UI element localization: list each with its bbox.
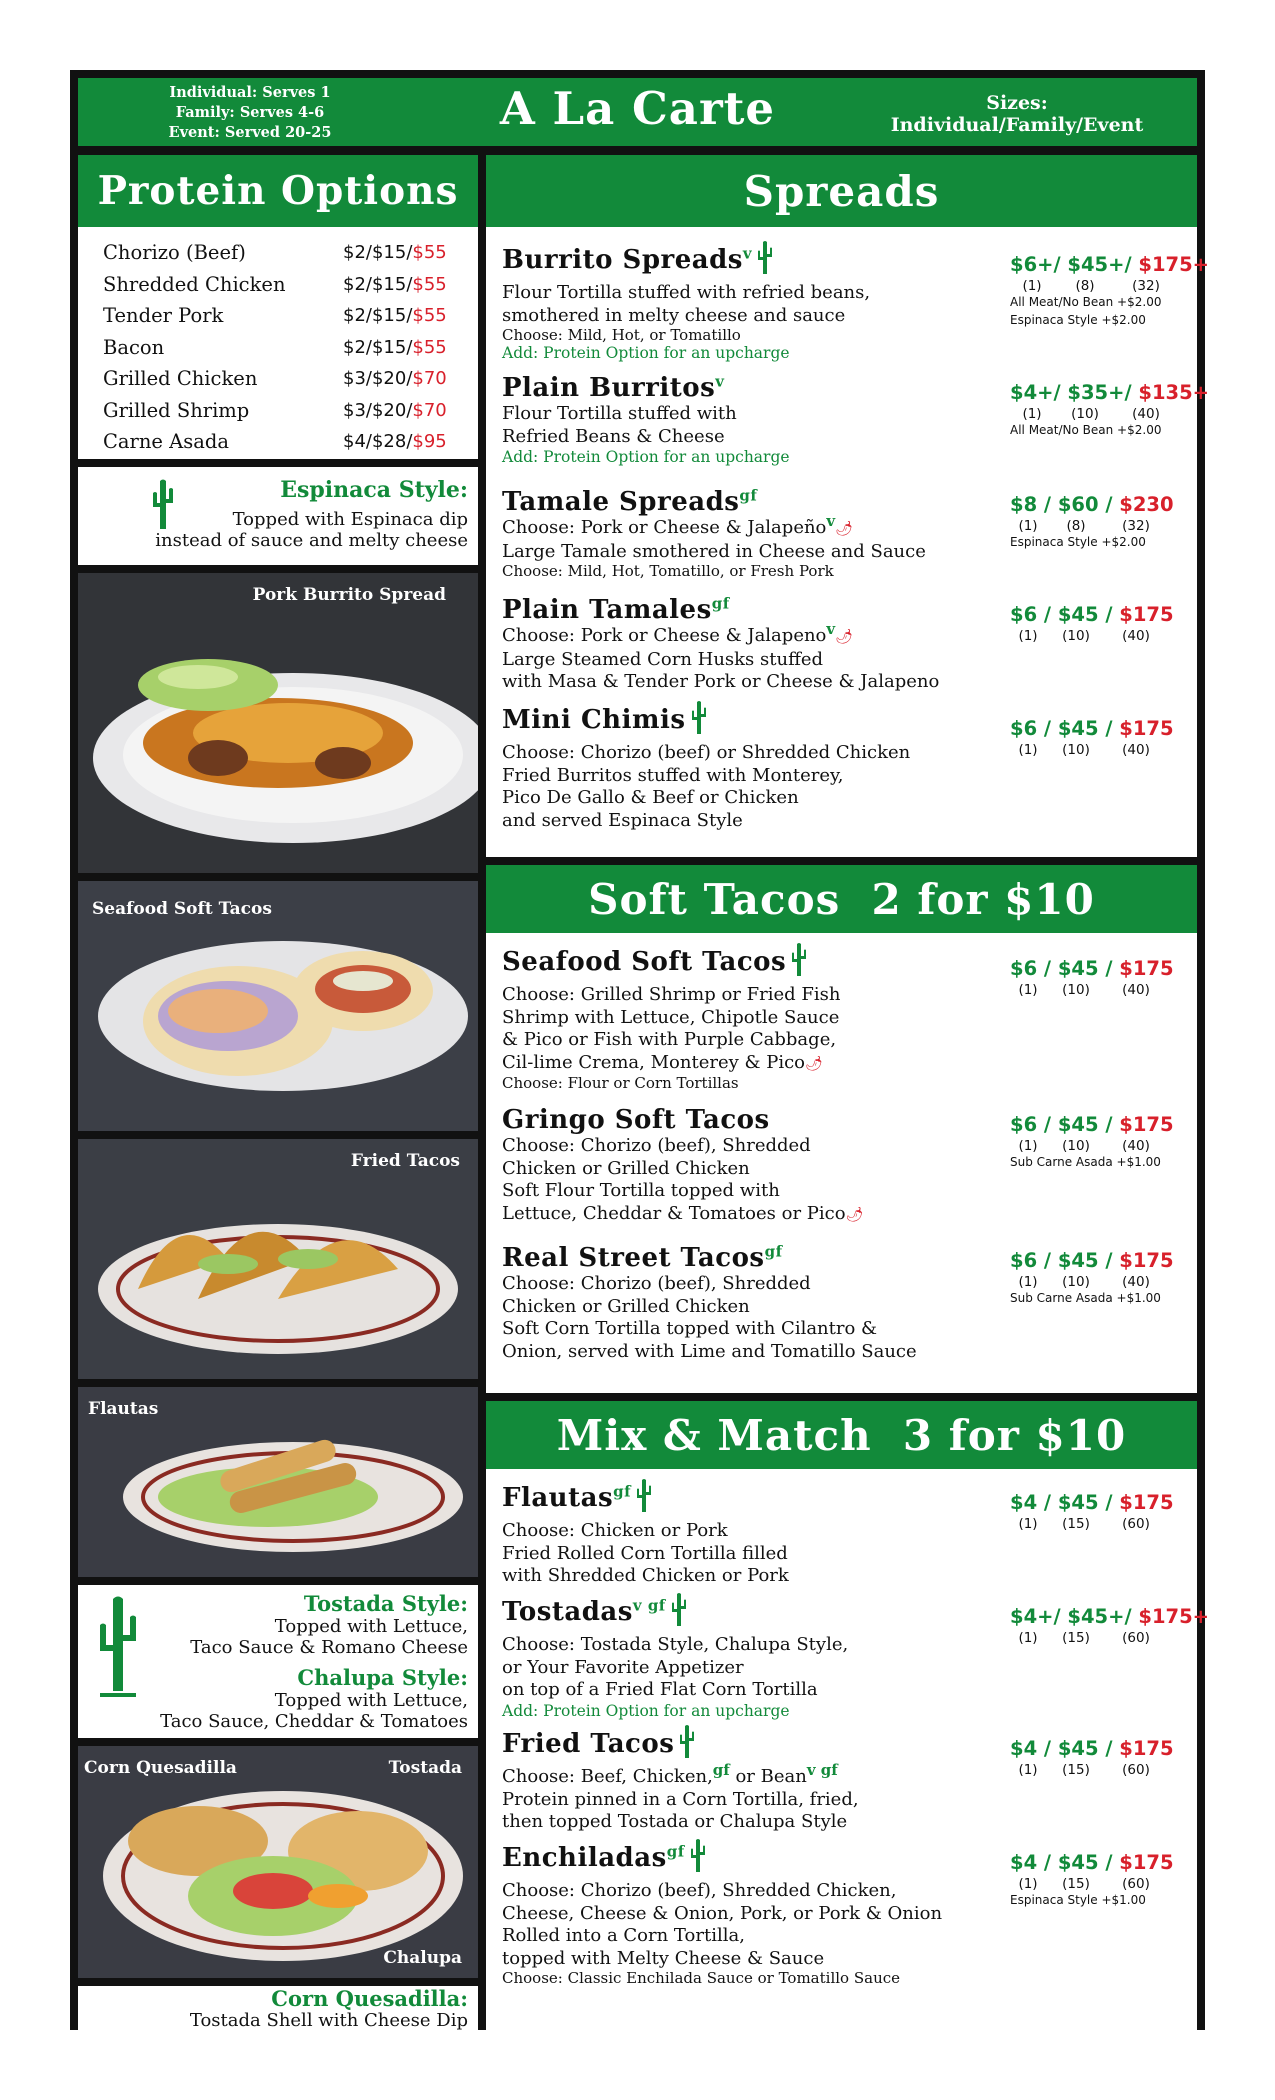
flautas-photo	[78, 1387, 478, 1577]
corn-quesadilla-note	[78, 1986, 478, 2038]
item-description: with Masa & Tender Pork or Cheese & Jalapeno	[502, 671, 940, 692]
price-event: $175	[1119, 1113, 1174, 1136]
espinaca-line: instead of sauce and melty cheese	[155, 530, 468, 551]
sizes-values: Individual/Family/Event	[890, 114, 1144, 136]
chalupa-line: Topped with Lettuce,	[274, 1690, 468, 1711]
item-prices: $4 / $45 / $175 (1) (15) (60) Espinaca Style +$1.00	[1010, 1851, 1190, 1907]
item-prices: $4 / $45 / $175 (1) (15) (60)	[1010, 1491, 1174, 1532]
protein-name: Grilled Chicken	[103, 367, 258, 391]
espinaca-line: Topped with Espinaca dip	[232, 509, 468, 530]
gluten-free-mark: gf	[613, 1482, 632, 1501]
item-options: Choose: Classic Enchilada Sauce or Tomatillo Sauce	[502, 1969, 901, 1987]
price-event: $175	[1119, 1249, 1174, 1272]
pork-burrito-spread-photo	[78, 573, 478, 873]
vegetarian-gluten-free-mark: v gf	[632, 1596, 666, 1615]
protein-row	[103, 300, 478, 332]
protein-row	[103, 237, 478, 269]
seafood-soft-tacos-photo	[78, 881, 478, 1131]
corn-quesadilla-heading: Corn Quesadilla:	[271, 1986, 468, 2011]
item-name: Gringo Soft Tacos	[502, 1105, 770, 1135]
item-prices: $6 / $45 / $175 (1) (10) (40) Sub Carne Asada +$1.00	[1010, 1249, 1190, 1305]
price-family: $45	[1057, 1113, 1099, 1136]
item-description: Flour Tortilla stuffed with	[502, 403, 737, 424]
item-name: Tamale Spreads	[502, 487, 740, 517]
item-description: Choose: Tostada Style, Chalupa Style,	[502, 1634, 849, 1655]
item-description: Choose: Chorizo (beef), Shredded	[502, 1273, 811, 1294]
size-family: (10)	[1062, 628, 1090, 644]
size-family: (10)	[1062, 982, 1090, 998]
protein-event-price: $55	[412, 305, 447, 327]
size-event: (40)	[1122, 628, 1150, 644]
price-individual: $4+	[1010, 1605, 1054, 1628]
size-individual: (1)	[1018, 628, 1038, 644]
tostada-line: Topped with Lettuce,	[274, 1616, 468, 1637]
price-note: Espinaca Style +$2.00	[1010, 313, 1146, 327]
photo-label: Tostada	[388, 1758, 462, 1778]
item-description: Large Steamed Corn Husks stuffed	[502, 648, 824, 670]
mix-and-match-section	[486, 1469, 1209, 2038]
price-event: $135+	[1138, 381, 1209, 404]
tostada-chalupa-style-note	[78, 1585, 478, 1738]
protein-event-price: $55	[412, 336, 447, 358]
legend-line: Individual: Serves 1	[169, 84, 331, 101]
price-family: $35+	[1067, 381, 1125, 404]
item-prices: $4+/ $45+/ $175+ (1) (15) (60)	[1010, 1605, 1209, 1646]
corn-quesadilla-description: Tostada Shell with Cheese Dip	[189, 2010, 468, 2031]
price-note: All Meat/No Bean +$2.00	[1010, 295, 1162, 309]
price-individual: $6	[1010, 603, 1038, 626]
price-individual: $6+	[1010, 253, 1054, 276]
size-event: (60)	[1122, 1876, 1150, 1892]
protein-event-price: $55	[412, 273, 447, 295]
size-individual: (1)	[1018, 1762, 1038, 1778]
menu-header	[78, 78, 1197, 146]
price-family: $45	[1057, 717, 1099, 740]
vegetarian-mark: v	[826, 512, 836, 530]
price-family: $45	[1057, 603, 1099, 626]
cactus-icon	[792, 943, 806, 984]
item-description: and served Espinaca Style	[502, 809, 743, 831]
soft-tacos-title: Soft Tacos 2 for $10	[486, 865, 1197, 933]
vegetarian-mark: v	[715, 372, 725, 391]
chalupa-style-heading: Chalupa Style:	[297, 1665, 468, 1690]
size-individual: (1)	[1018, 982, 1038, 998]
size-event: (60)	[1122, 1516, 1150, 1532]
item-description: Chicken or Grilled Chicken	[502, 1295, 750, 1317]
photo-label: Fried Tacos	[350, 1151, 460, 1171]
size-family: (10)	[1071, 406, 1099, 422]
item-description: Cil-lime Crema, Monterey & Pico	[502, 1051, 806, 1073]
item-description: then topped Tostada or Chalupa Style	[502, 1811, 848, 1832]
protein-event-price: $95	[412, 431, 447, 453]
price-family: $60	[1057, 493, 1099, 516]
item-description: Protein pinned in a Corn Tortilla, fried,	[502, 1788, 859, 1810]
item-description: on top of a Fried Flat Corn Tortilla	[502, 1679, 818, 1700]
spreads-section	[486, 227, 1209, 857]
price-event: $175	[1119, 957, 1174, 980]
size-event: (32)	[1122, 518, 1150, 534]
item-name: Plain Tamales	[502, 595, 712, 625]
size-family: (15)	[1062, 1630, 1090, 1646]
item-options: Choose: Mild, Hot, or Tomatillo	[502, 326, 741, 344]
item-description: Refried Beans & Cheese	[502, 425, 725, 447]
size-event: (40)	[1122, 1138, 1150, 1154]
size-individual: (1)	[1018, 1630, 1038, 1646]
price-individual: $6	[1010, 957, 1038, 980]
cactus-icon	[672, 1593, 686, 1634]
size-event: (40)	[1132, 406, 1160, 422]
size-family: (8)	[1066, 518, 1086, 534]
item-addon: Add: Protein Option for an upcharge	[502, 448, 790, 466]
tostada-style-heading: Tostada Style:	[303, 1591, 468, 1616]
chili-icon: 🌶	[845, 1206, 864, 1223]
photo-label: Corn Quesadilla	[84, 1758, 237, 1778]
price-family: $45	[1057, 957, 1099, 980]
size-event: (40)	[1122, 982, 1150, 998]
protein-name: Bacon	[103, 335, 165, 359]
item-prices: $6 / $45 / $175 (1) (10) (40)	[1010, 957, 1174, 998]
price-event: $175+	[1138, 1605, 1209, 1628]
price-event: $175	[1119, 603, 1174, 626]
vegetarian-mark: v	[826, 620, 836, 638]
item-addon: Add: Protein Option for an upcharge	[502, 344, 790, 362]
protein-row	[103, 395, 478, 427]
item-description: Flour Tortilla stuffed with refried beans,	[502, 282, 871, 303]
price-individual: $4	[1010, 1491, 1038, 1514]
size-individual: (1)	[1018, 1876, 1038, 1892]
price-individual: $4+	[1010, 381, 1054, 404]
sizes-legend	[857, 92, 1177, 136]
size-family: (8)	[1075, 278, 1095, 294]
protein-price: $2/$15/	[343, 305, 413, 327]
item-description: Onion, served with Lime and Tomatillo Sauce	[502, 1340, 917, 1362]
price-note: Espinaca Style +$2.00	[1010, 535, 1146, 549]
protein-name: Grilled Shrimp	[103, 398, 250, 422]
protein-price: $3/$20/	[343, 399, 413, 421]
price-individual: $4	[1010, 1851, 1038, 1874]
price-family: $45	[1057, 1249, 1099, 1272]
item-prices: $4+/ $35+/ $135+ (1) (10) (40) All Meat/No Bean +$2.00	[1010, 381, 1209, 437]
protein-options-title: Protein Options	[78, 155, 478, 227]
size-individual: (1)	[1018, 518, 1038, 534]
protein-price: $2/$15/	[343, 336, 413, 358]
vegetarian-mark: v	[742, 244, 753, 263]
price-individual: $4	[1010, 1737, 1038, 1760]
size-family: (10)	[1062, 742, 1090, 758]
item-description: Choose: Chorizo (beef), Shredded Chicken,	[502, 1880, 897, 1901]
item-description: Choose: Chorizo (beef), Shredded	[502, 1135, 811, 1156]
espinaca-heading: Espinaca Style:	[280, 477, 468, 503]
protein-price: $4/$28/	[343, 431, 413, 453]
item-description: smothered in melty cheese and sauce	[502, 304, 846, 326]
size-family: (15)	[1062, 1762, 1090, 1778]
size-family: (15)	[1062, 1876, 1090, 1892]
protein-price: $2/$15/	[343, 242, 413, 264]
protein-event-price: $70	[412, 368, 447, 390]
item-description: Chicken or Grilled Chicken	[502, 1157, 750, 1179]
item-description: with Shredded Chicken or Pork	[502, 1565, 789, 1586]
photo-label: Chalupa	[383, 1948, 462, 1968]
item-prices: $6 / $45 / $175 (1) (10) (40)	[1010, 603, 1174, 644]
item-name: Real Street Tacos	[502, 1243, 765, 1273]
espinaca-style-note	[78, 467, 478, 565]
price-note: All Meat/No Bean +$2.00	[1010, 423, 1162, 437]
item-description: Soft Flour Tortilla topped with	[502, 1180, 780, 1201]
price-event: $230	[1119, 493, 1174, 516]
chalupa-line: Taco Sauce, Cheddar & Tomatoes	[160, 1711, 468, 1732]
chili-icon: 🌶	[805, 1055, 823, 1072]
price-family: $45+	[1067, 253, 1125, 276]
size-individual: (1)	[1018, 1138, 1038, 1154]
item-description: & Pico or Fish with Purple Cabbage,	[502, 1029, 837, 1050]
espinaca-description	[155, 509, 468, 551]
sizes-label: Sizes:	[986, 92, 1048, 114]
cactus-icon	[96, 1593, 140, 1705]
size-event: (40)	[1122, 1274, 1150, 1290]
price-note: Sub Carne Asada +$1.00	[1010, 1155, 1161, 1169]
item-addon: Add: Protein Option for an upcharge	[502, 1701, 790, 1720]
cactus-icon	[758, 241, 772, 282]
chili-icon: 🌶	[835, 521, 853, 537]
price-event: $175	[1119, 717, 1174, 740]
item-name: Tostadas	[502, 1597, 633, 1627]
item-name: Fried Tacos	[502, 1729, 675, 1759]
price-event: $175	[1119, 1851, 1174, 1874]
item-description: Fried Rolled Corn Tortilla filled	[502, 1542, 788, 1564]
tostada-style-description	[190, 1616, 468, 1658]
gluten-free-mark: gf	[666, 1842, 685, 1861]
mix-and-match-title: Mix & Match 3 for $10	[486, 1401, 1197, 1469]
item-name: Flautas	[502, 1483, 614, 1513]
chalupa-style-description	[160, 1690, 468, 1732]
item-name: Plain Burritos	[502, 373, 716, 403]
item-name: Seafood Soft Tacos	[502, 947, 787, 977]
fried-tacos-photo	[78, 1139, 478, 1379]
protein-row	[103, 332, 478, 364]
size-family: (10)	[1062, 1274, 1090, 1290]
protein-event-price: $55	[412, 242, 447, 264]
item-description: Choose: Grilled Shrimp or Fried Fish	[502, 984, 841, 1005]
item-description: Large Tamale smothered in Cheese and Sauce	[502, 540, 926, 562]
protein-name: Chorizo (Beef)	[103, 241, 246, 265]
item-description: Shrimp with Lettuce, Chipotle Sauce	[502, 1006, 840, 1028]
price-event: $175	[1119, 1737, 1174, 1760]
size-individual: (1)	[1018, 1274, 1038, 1290]
price-family: $45	[1057, 1851, 1099, 1874]
spreads-title: Spreads	[486, 155, 1197, 227]
item-prices: $8 / $60 / $230 (1) (8) (32) Espinaca Style +$2.00	[1010, 493, 1190, 549]
protein-name: Tender Pork	[103, 304, 224, 328]
item-description: Choose: Chicken or Pork	[502, 1520, 728, 1541]
size-family: (10)	[1062, 1138, 1090, 1154]
item-description: Rolled into a Corn Tortilla,	[502, 1925, 745, 1946]
size-individual: (1)	[1018, 742, 1038, 758]
cactus-icon	[691, 1839, 705, 1880]
protein-row	[103, 363, 478, 395]
protein-name: Carne Asada	[103, 430, 229, 454]
gluten-free-mark: gf	[764, 1242, 783, 1261]
protein-price: $2/$15/	[343, 273, 413, 295]
item-description: or Your Favorite Appetizer	[502, 1656, 744, 1678]
item-choose: Choose: Pork or Cheese & Jalapeño	[502, 517, 827, 538]
size-event: (60)	[1122, 1630, 1150, 1646]
price-note: Espinaca Style +$1.00	[1010, 1893, 1146, 1907]
price-family: $45	[1057, 1491, 1099, 1514]
legend-line: Event: Served 20-25	[168, 124, 332, 141]
page-title: A La Carte	[499, 82, 776, 135]
price-individual: $8	[1010, 493, 1038, 516]
item-choose: Choose: Pork or Cheese & Jalapeno	[502, 625, 827, 646]
protein-event-price: $70	[412, 399, 447, 421]
vegetarian-gluten-free-mark: v gf	[806, 1761, 838, 1779]
size-individual: (1)	[1022, 406, 1042, 422]
price-family: $45	[1057, 1737, 1099, 1760]
gluten-free-mark: gf	[712, 1761, 730, 1779]
size-individual: (1)	[1022, 278, 1042, 294]
size-event: (40)	[1122, 742, 1150, 758]
item-description: Lettuce, Cheddar & Tomatoes or Pico	[502, 1202, 846, 1224]
price-individual: $6	[1010, 1249, 1038, 1272]
item-name: Mini Chimis	[502, 705, 686, 735]
protein-row	[103, 269, 478, 301]
photo-label: Flautas	[88, 1399, 159, 1419]
item-description: Pico De Gallo & Beef or Chicken	[502, 787, 799, 808]
item-choose: or Bean	[729, 1766, 807, 1787]
item-prices: $6 / $45 / $175 (1) (10) (40) Sub Carne Asada +$1.00	[1010, 1113, 1190, 1169]
size-event: (60)	[1122, 1762, 1150, 1778]
price-individual: $6	[1010, 1113, 1038, 1136]
item-description: Cheese, Cheese & Onion, Pork, or Pork & Onion	[502, 1902, 943, 1924]
item-prices: $6+/ $45+/ $175+ (1) (8) (32) All Meat/No Bean +$2.00 Espinaca Style +$2.00	[1010, 253, 1209, 327]
legend-line: Family: Serves 4-6	[175, 104, 325, 121]
price-note: Sub Carne Asada +$1.00	[1010, 1291, 1161, 1305]
item-name: Enchiladas	[502, 1843, 667, 1873]
gluten-free-mark: gf	[739, 486, 758, 505]
item-name: Burrito Spreads	[502, 245, 743, 275]
size-individual: (1)	[1018, 1516, 1038, 1532]
photo-label: Seafood Soft Tacos	[92, 899, 272, 919]
protein-options-list	[78, 227, 478, 459]
price-family: $45+	[1067, 1605, 1125, 1628]
price-event: $175+	[1138, 253, 1209, 276]
tostada-line: Taco Sauce & Romano Cheese	[190, 1637, 468, 1658]
size-family: (15)	[1062, 1516, 1090, 1532]
item-options: Choose: Flour or Corn Tortillas	[502, 1074, 739, 1092]
gluten-free-mark: gf	[711, 594, 730, 613]
item-prices: $6 / $45 / $175 (1) (10) (40)	[1010, 717, 1174, 758]
protein-price: $3/$20/	[343, 368, 413, 390]
item-description: Choose: Chorizo (beef) or Shredded Chicken	[502, 742, 911, 763]
item-description: Fried Burritos stuffed with Monterey,	[502, 764, 844, 786]
protein-name: Shredded Chicken	[103, 272, 286, 296]
item-options: Choose: Mild, Hot, Tomatillo, or Fresh Pork	[502, 562, 834, 580]
price-event: $175	[1119, 1491, 1174, 1514]
item-prices: $4 / $45 / $175 (1) (15) (60)	[1010, 1737, 1174, 1778]
chili-icon: 🌶	[835, 629, 853, 645]
soft-tacos-section	[486, 933, 1197, 1393]
price-individual: $6	[1010, 717, 1038, 740]
item-description: Soft Corn Tortilla topped with Cilantro &	[502, 1318, 878, 1339]
protein-row	[103, 426, 478, 458]
cactus-icon	[680, 1725, 694, 1766]
size-event: (32)	[1132, 278, 1160, 294]
cactus-icon	[692, 701, 706, 742]
cactus-icon	[637, 1479, 651, 1520]
item-choose: Choose: Beef, Chicken,	[502, 1766, 713, 1787]
photo-label: Pork Burrito Spread	[252, 585, 446, 605]
corn-quesadilla-tostada-chalupa-photo	[78, 1746, 478, 1978]
item-description: topped with Melty Cheese & Sauce	[502, 1947, 825, 1969]
